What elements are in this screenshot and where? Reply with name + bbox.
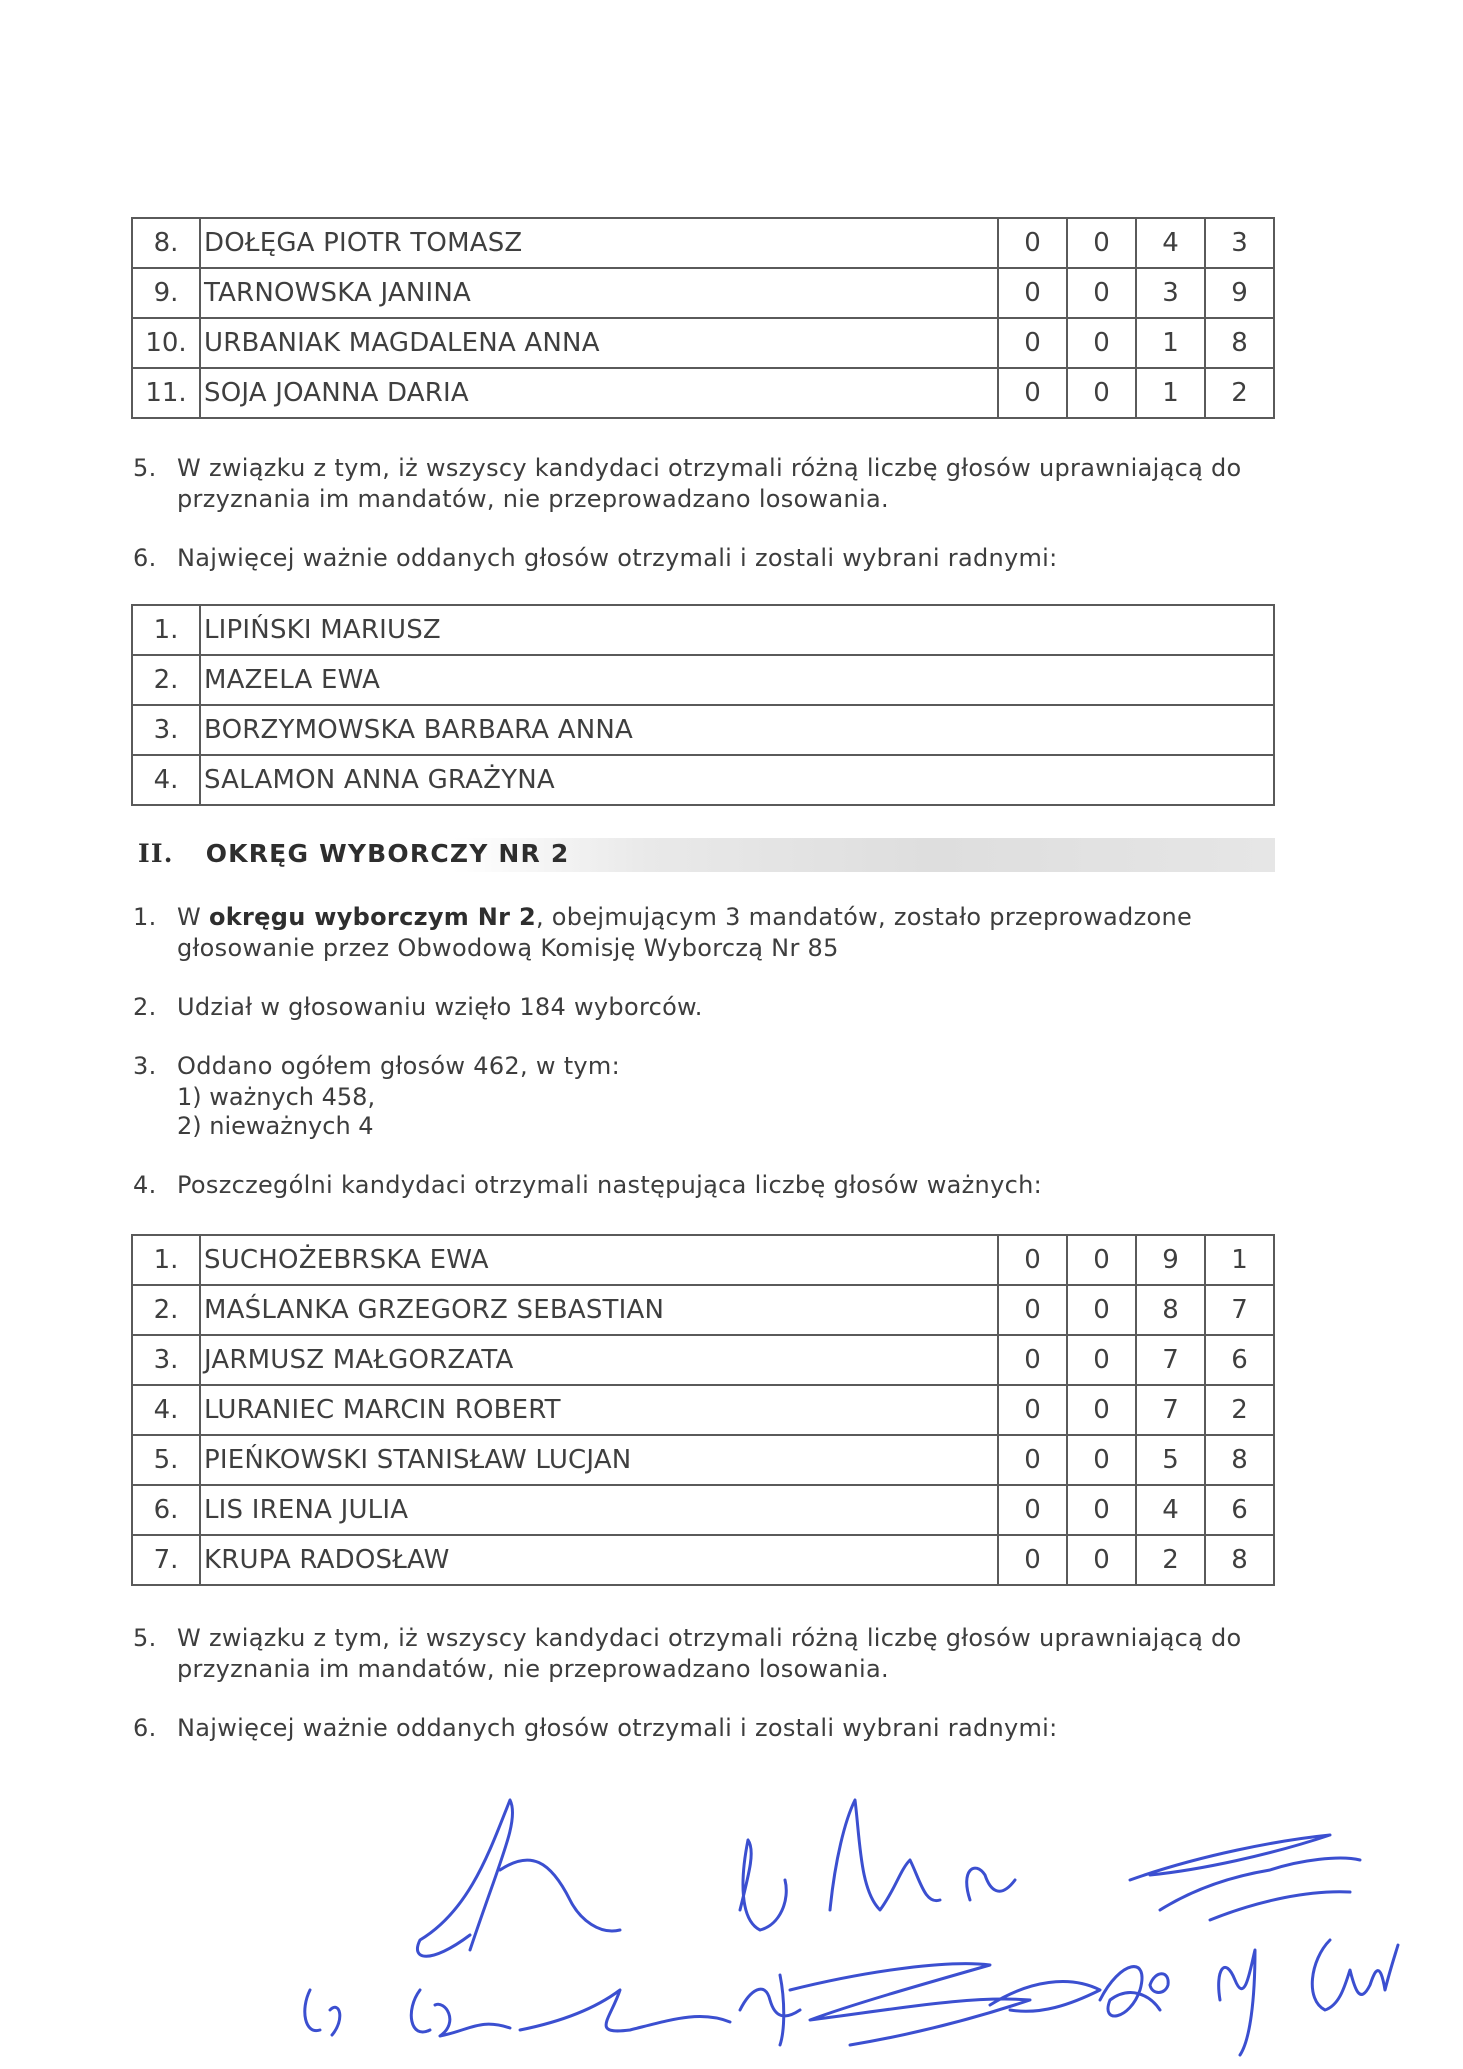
section-title: OKRĘG WYBORCZY NR 2 bbox=[205, 839, 570, 868]
table-row bbox=[132, 268, 1274, 318]
elected-name: BORZYMOWSKA BARBARA ANNA bbox=[200, 705, 1274, 755]
bold-text: okręgu wyborczym Nr 2 bbox=[208, 903, 536, 931]
paragraph-line: Poszczególni kandydaci otrzymali następująca liczbę głosów ważnych: bbox=[177, 1171, 1042, 1199]
candidate-name: JARMUSZ MAŁGORZATA bbox=[200, 1335, 998, 1385]
row-number: 2. bbox=[132, 655, 200, 705]
paragraph-line: Oddano ogółem głosów 462, w tym: bbox=[177, 1052, 620, 1080]
paragraph-number: 3. bbox=[133, 1052, 157, 1080]
paragraph-elected-intro bbox=[133, 1713, 1283, 1745]
votes-table-body bbox=[132, 218, 1274, 418]
row-number: 9. bbox=[132, 268, 200, 318]
vote-digit: 7 bbox=[1136, 1335, 1205, 1385]
row-number: 8. bbox=[132, 218, 200, 268]
elected-table-district-1 bbox=[131, 604, 1275, 806]
vote-digit: 0 bbox=[998, 1285, 1067, 1335]
vote-digit: 0 bbox=[1067, 1235, 1136, 1285]
paragraph-district-info bbox=[133, 902, 1283, 966]
table-row bbox=[132, 368, 1274, 418]
elected-name: LIPIŃSKI MARIUSZ bbox=[200, 605, 1274, 655]
vote-digit: 4 bbox=[1136, 218, 1205, 268]
vote-digit: 0 bbox=[1067, 1285, 1136, 1335]
valid-votes-item: 1) ważnych 458, bbox=[177, 1083, 376, 1111]
vote-digit: 0 bbox=[1067, 1385, 1136, 1435]
row-number: 6. bbox=[132, 1485, 200, 1535]
paragraph-number: 5. bbox=[133, 1624, 157, 1652]
paragraph-results-intro bbox=[133, 1170, 1283, 1202]
table-row bbox=[132, 1385, 1274, 1435]
vote-digit: 1 bbox=[1205, 1235, 1274, 1285]
row-number: 1. bbox=[132, 1235, 200, 1285]
vote-digit: 0 bbox=[998, 1435, 1067, 1485]
table-row bbox=[132, 705, 1274, 755]
table-row bbox=[132, 1235, 1274, 1285]
paragraph-line: W związku z tym, iż wszyscy kandydaci otrzymali różną liczbę głosów uprawniającą do bbox=[177, 1624, 1242, 1652]
vote-digit: 0 bbox=[998, 1385, 1067, 1435]
invalid-votes-item: 2) nieważnych 4 bbox=[177, 1112, 374, 1140]
vote-digit: 9 bbox=[1205, 268, 1274, 318]
vote-digit: 0 bbox=[1067, 318, 1136, 368]
vote-digit: 0 bbox=[1067, 1435, 1136, 1485]
vote-digit: 7 bbox=[1205, 1285, 1274, 1335]
vote-digit: 0 bbox=[1067, 1485, 1136, 1535]
vote-digit: 2 bbox=[1136, 1535, 1205, 1585]
table-row bbox=[132, 1485, 1274, 1535]
candidate-name: SUCHOŻEBRSKA EWA bbox=[200, 1235, 998, 1285]
row-number: 2. bbox=[132, 1285, 200, 1335]
vote-digit: 1 bbox=[1136, 318, 1205, 368]
candidate-name: MAŚLANKA GRZEGORZ SEBASTIAN bbox=[200, 1285, 998, 1335]
vote-digit: 0 bbox=[998, 1535, 1067, 1585]
paragraph-line: Najwięcej ważnie oddanych głosów otrzymali i zostali wybrani radnymi: bbox=[177, 544, 1058, 572]
table-row bbox=[132, 318, 1274, 368]
votes-table-district-2 bbox=[131, 1234, 1275, 1586]
vote-digit: 0 bbox=[1067, 1535, 1136, 1585]
table-row bbox=[132, 218, 1274, 268]
handwritten-signatures-icon bbox=[270, 1760, 1420, 2060]
paragraph-number: 4. bbox=[133, 1171, 157, 1199]
vote-digit: 0 bbox=[1067, 218, 1136, 268]
row-number: 7. bbox=[132, 1535, 200, 1585]
text-run: W bbox=[177, 903, 209, 931]
row-number: 11. bbox=[132, 368, 200, 418]
paragraph-line bbox=[177, 902, 1192, 933]
vote-digit: 8 bbox=[1205, 1435, 1274, 1485]
paragraph-no-draw bbox=[133, 1623, 1283, 1687]
vote-digit: 9 bbox=[1136, 1235, 1205, 1285]
section-header bbox=[138, 839, 569, 868]
candidate-name: SOJA JOANNA DARIA bbox=[200, 368, 998, 418]
row-number: 3. bbox=[132, 1335, 200, 1385]
text-run: , obejmującym 3 mandatów, zostało przeprowadzone bbox=[535, 903, 1193, 931]
elected-name: MAZELA EWA bbox=[200, 655, 1274, 705]
vote-digit: 0 bbox=[1067, 368, 1136, 418]
table-row bbox=[132, 755, 1274, 805]
candidate-name: TARNOWSKA JANINA bbox=[200, 268, 998, 318]
paragraph-number: 5. bbox=[133, 454, 157, 482]
vote-digit: 3 bbox=[1136, 268, 1205, 318]
candidate-name: URBANIAK MAGDALENA ANNA bbox=[200, 318, 998, 368]
section-number: II. bbox=[138, 839, 174, 868]
vote-digit: 0 bbox=[998, 1485, 1067, 1535]
candidate-name: PIEŃKOWSKI STANISŁAW LUCJAN bbox=[200, 1435, 998, 1485]
vote-digit: 6 bbox=[1205, 1335, 1274, 1385]
candidate-name: DOŁĘGA PIOTR TOMASZ bbox=[200, 218, 998, 268]
vote-digit: 0 bbox=[1067, 268, 1136, 318]
paragraph-number: 6. bbox=[133, 1714, 157, 1742]
paragraph-votes-cast bbox=[133, 1051, 1283, 1083]
vote-digit: 1 bbox=[1136, 368, 1205, 418]
table-row bbox=[132, 1435, 1274, 1485]
paragraph-line: Udział w głosowaniu wzięło 184 wyborców. bbox=[177, 993, 703, 1021]
vote-digit: 0 bbox=[998, 1335, 1067, 1385]
paragraph-number: 2. bbox=[133, 993, 157, 1021]
vote-digit: 2 bbox=[1205, 368, 1274, 418]
vote-digit: 0 bbox=[998, 318, 1067, 368]
paragraph-number: 6. bbox=[133, 544, 157, 572]
vote-digit: 0 bbox=[998, 1235, 1067, 1285]
vote-digit: 6 bbox=[1205, 1485, 1274, 1535]
candidate-name: KRUPA RADOSŁAW bbox=[200, 1535, 998, 1585]
row-number: 3. bbox=[132, 705, 200, 755]
candidate-name: LURANIEC MARCIN ROBERT bbox=[200, 1385, 998, 1435]
paragraph-elected-intro bbox=[133, 543, 1283, 575]
table-row bbox=[132, 605, 1274, 655]
paragraph-line: głosowanie przez Obwodową Komisję Wyborczą Nr 85 bbox=[177, 934, 839, 962]
candidate-name: LIS IRENA JULIA bbox=[200, 1485, 998, 1535]
row-number: 1. bbox=[132, 605, 200, 655]
vote-digit: 5 bbox=[1136, 1435, 1205, 1485]
paragraph-no-draw bbox=[133, 453, 1283, 517]
votes-table-district-1 bbox=[131, 217, 1275, 419]
vote-digit: 0 bbox=[998, 268, 1067, 318]
vote-digit: 3 bbox=[1205, 218, 1274, 268]
vote-digit: 8 bbox=[1136, 1285, 1205, 1335]
row-number: 10. bbox=[132, 318, 200, 368]
vote-digit: 0 bbox=[1067, 1335, 1136, 1385]
row-number: 4. bbox=[132, 755, 200, 805]
row-number: 4. bbox=[132, 1385, 200, 1435]
paragraph-line: W związku z tym, iż wszyscy kandydaci otrzymali różną liczbę głosów uprawniającą do bbox=[177, 454, 1242, 482]
votes-table-body bbox=[132, 1235, 1274, 1585]
paragraph-turnout bbox=[133, 992, 1283, 1024]
vote-digit: 0 bbox=[998, 368, 1067, 418]
paragraph-line: przyznania im mandatów, nie przeprowadzano losowania. bbox=[177, 485, 889, 513]
table-row bbox=[132, 1285, 1274, 1335]
elected-name: SALAMON ANNA GRAŻYNA bbox=[200, 755, 1274, 805]
vote-digit: 8 bbox=[1205, 1535, 1274, 1585]
vote-digit: 7 bbox=[1136, 1385, 1205, 1435]
vote-digit: 8 bbox=[1205, 318, 1274, 368]
row-number: 5. bbox=[132, 1435, 200, 1485]
table-row bbox=[132, 655, 1274, 705]
table-row bbox=[132, 1335, 1274, 1385]
paragraph-line: Najwięcej ważnie oddanych głosów otrzymali i zostali wybrani radnymi: bbox=[177, 1714, 1058, 1742]
paragraph-line: przyznania im mandatów, nie przeprowadzano losowania. bbox=[177, 1655, 889, 1683]
vote-digit: 2 bbox=[1205, 1385, 1274, 1435]
table-row bbox=[132, 1535, 1274, 1585]
paragraph-number: 1. bbox=[133, 903, 157, 931]
elected-table-body bbox=[132, 605, 1274, 805]
vote-digit: 4 bbox=[1136, 1485, 1205, 1535]
vote-digit: 0 bbox=[998, 218, 1067, 268]
